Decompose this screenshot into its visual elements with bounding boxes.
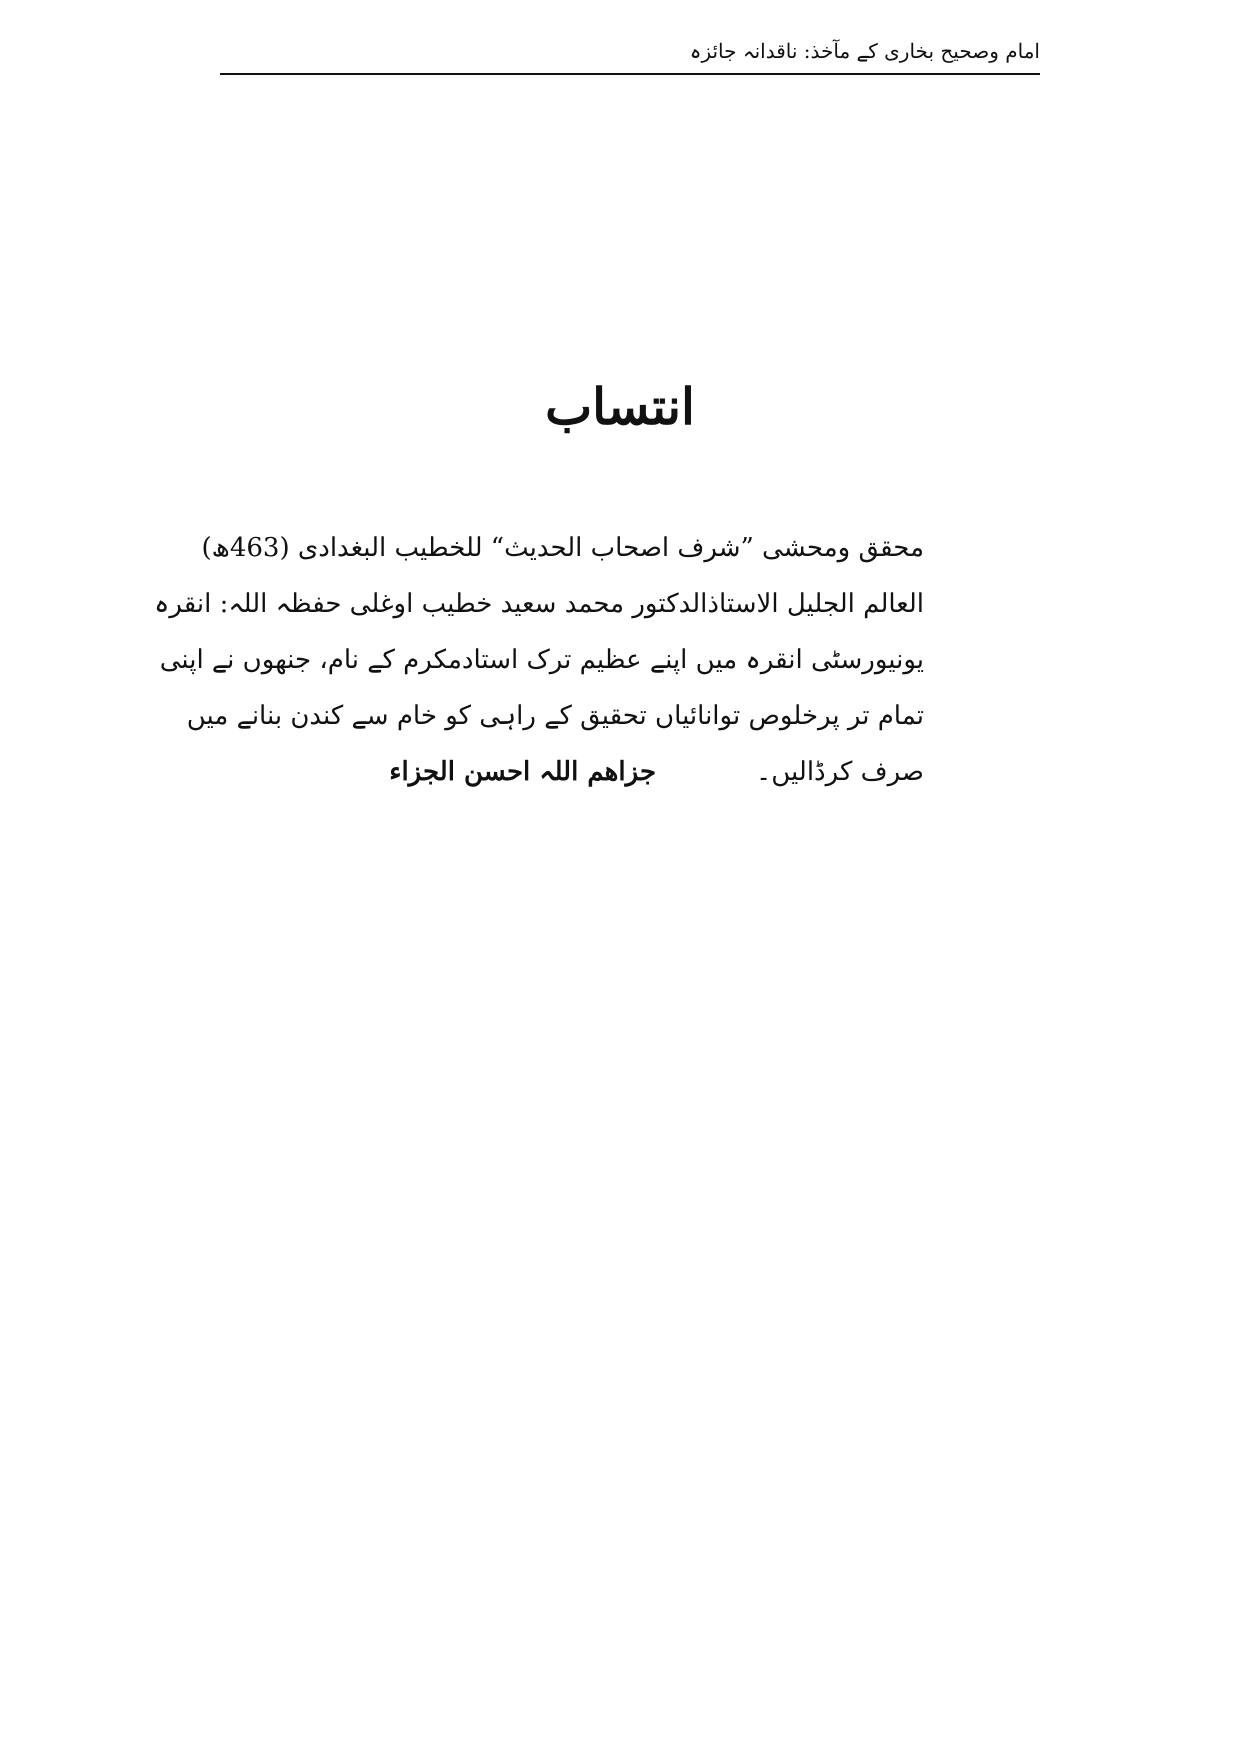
dedication-closing-text: صرف کرڈالیں۔	[756, 757, 924, 787]
dedication-line-3: یونیورسٹی انقرہ میں اپنے عظیم ترک استادمکرم کے نام، جنھوں نے اپنی	[159, 645, 924, 675]
dedication-line-2: العالم الجلیل الاستاذالدکتور محمد سعید خطیب اوغلی حفظہ اللہ: انقرہ	[154, 589, 924, 619]
dedication-line-4: تمام تر پرخلوص توانائیاں تحقیق کے راہی کو خام سے کندن بنانے میں	[186, 701, 924, 731]
page-title: انتساب	[545, 377, 695, 436]
dedication-line-1: محقق ومحشی ”شرف اصحاب الحدیث“ للخطیب البغدادی (463ھ)	[201, 533, 924, 563]
running-header: امام وصحیح بخاری کے مآخذ: ناقدانہ جائزہ	[689, 39, 1040, 63]
dedication-last-line	[332, 744, 924, 800]
dedication-text	[154, 520, 924, 800]
dedication-prayer: جزاھم اللہ احسن الجزاء	[389, 757, 657, 787]
header-rule	[220, 73, 1040, 75]
